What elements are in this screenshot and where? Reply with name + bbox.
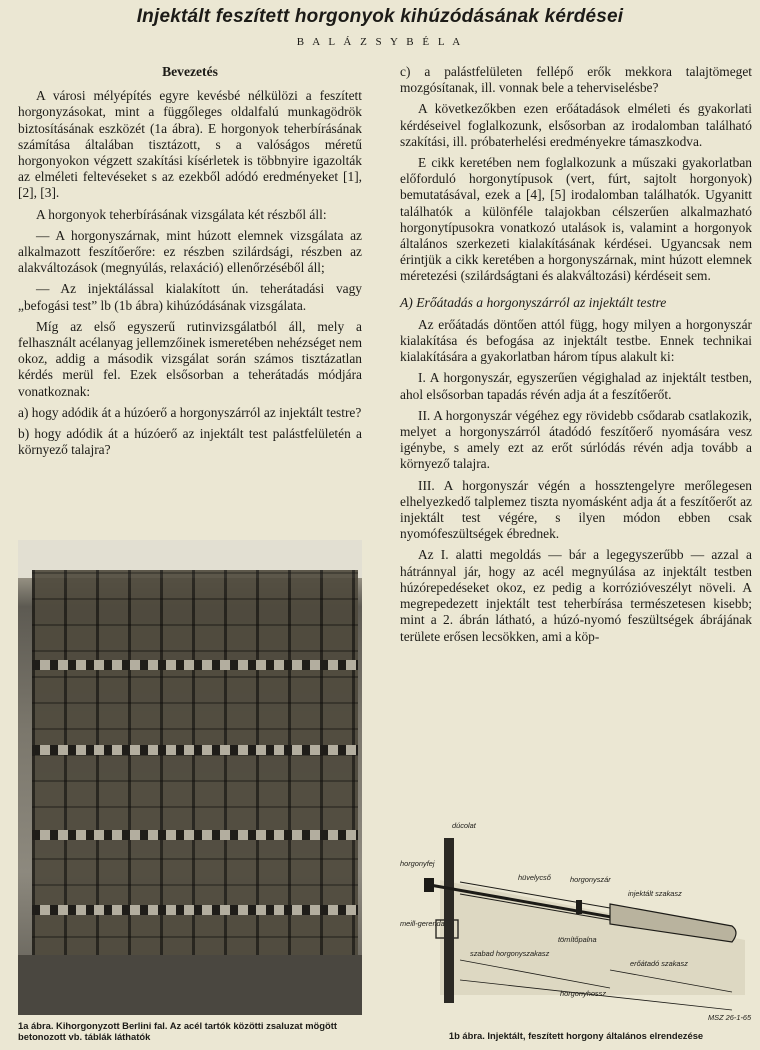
paragraph: E cikk keretében nem foglalkozunk a műszaki gyakorlatban előforduló horgonytípusok (vert, fúrt, sajtolt horgonyok) bemutatásával, ezek a [4], [5] irodalomban találhatók. Ugyanitt találhatók a különféle talajokban célszerűen alkalmazható horgonytípusokra vonatkozó utalások is, valamint a horgonyok általános szerkezeti kialakításának kérdései. Ugyancsak nem érintjük a cikk keretében a horgonyszárnak, mint húzott elemnek méretezési (szilárdságtani és alakváltozási) kérdéseit sem.	[400, 155, 752, 284]
paragraph: A horgonyok teherbírásának vizsgálata két részből áll:	[36, 206, 327, 222]
label-ducolat: dúcolat	[452, 821, 476, 830]
photo-anchor-row	[32, 830, 358, 840]
label-horgonyhossz: horgonyhossz	[560, 989, 607, 998]
label-horgonyfej: horgonyfej	[400, 859, 435, 868]
paragraph: — A horgonyszárnak, mint húzott elemnek vizsgálata az alkalmazott feszítőerőre: ez részben szilárdsági, részben az alakváltozások (megnyúlás, relaxáció) ellenőrzéséből áll;	[18, 227, 362, 276]
paragraph: I. A horgonyszár, egyszerűen végighalad az injektált testben, ahol elsősorban tapadás révén adja át a feszítőerőt.	[400, 370, 752, 402]
section-heading-bevezetes: Bevezetés	[162, 64, 218, 79]
figure-1a-caption: 1a ábra. Kihorgonyzott Berlini fal. Az acél tartók közötti zsaluzat mögött betonozott vb. táblák láthatók	[18, 1020, 337, 1042]
paragraph: Míg az első egyszerű rutinvizsgálatból áll, mely a felhasznált acélanyag jellemzőinek ismeretében nehézséget nem okoz, addig a második vizsgálat során számos tisztázatlan kérdés merül fel. Ezek elsősorban a teherátadás módjára vonatkoznak:	[18, 318, 362, 399]
section-heading-a: A) Erőátadás a horgonyszárról az injektált testre	[400, 294, 667, 310]
label-meill-gerenda: meill-gerenda	[400, 919, 445, 928]
seal-shape	[576, 900, 582, 914]
anchor-head-shape	[424, 878, 434, 892]
label-szabad: szabad horgonyszakasz	[470, 949, 550, 958]
paragraph-item-c: c) a palástfelületen fellépő erők mekkora talajtömeget mozgósítanak, ill. vonnak bele a teherviselésbe?	[400, 64, 752, 96]
paper-title: Injektált feszített horgonyok kihúzódásának kérdései	[136, 6, 624, 27]
paragraph: — Az injektálással kialakított ún. teherátadási vagy „befogási test” lb (1b ábra) kihúzódásának vizsgálata.	[18, 281, 362, 313]
label-injektalt-szakasz: injektált szakasz	[628, 889, 682, 898]
photo-anchored-wall	[32, 570, 358, 990]
label-eroatado: erőátadó szakasz	[630, 959, 688, 968]
label-horgonyszar: horgonyszár	[570, 875, 611, 884]
paragraph-item-b: b) hogy adódik át a húzóerő az injektált test palástfelületén a környező talajra?	[18, 426, 362, 458]
paragraph: II. A horgonyszár végéhez egy rövidebb csődarab csatlakozik, melyet a horgonyszárról átadódó feszítőerő nyomására vesz igénybe, s amely ezt az erőt súrlódás révén adja tovább a környező talajra.	[400, 407, 752, 472]
label-tomitopalna: tömítőpalna	[558, 935, 597, 944]
figure-1a-photo	[18, 540, 362, 1015]
paragraph-item-a: a) hogy adódik át a húzóerő a horgonyszárról az injektált testre?	[18, 404, 362, 420]
author-name: B A L Á Z S Y B É L A	[296, 36, 464, 48]
figure-1b-caption: 1b ábra. Injektált, feszített horgony általános elrendezése	[448, 1030, 704, 1041]
label-code: MSZ 26-1-65	[708, 1013, 752, 1022]
photo-anchor-row	[32, 905, 358, 915]
right-column	[400, 64, 752, 650]
photo-anchor-row	[32, 660, 358, 670]
photo-anchor-row	[32, 745, 358, 755]
paragraph: Az I. alatti megoldás — bár a legegyszerűbb — azzal a hátránnyal jár, hogy az acél megnyúlása az injektált testben húzórepedéseket okoz, ez pedig a korrózióveszélyt növeli. A megrepedezett injektált test teherbírása természetesen kisebb; mint a 2. ábrán látható, a húzó-nyomó feszültségek ábrájának területe erősen lecsökken, ami a köp-	[400, 547, 752, 644]
label-huvelycso: hüvelycső	[518, 873, 551, 882]
figure-1b-diagram	[400, 820, 752, 1025]
paragraph: III. A horgonyszár végén a hossztengelyre merőlegesen elhelyezkedő talplemez tiszta nyomásként adja át a feszítőerőt az injektált test végére, s ilyen módon ebben csak nyomófeszültségek ébrednek.	[400, 477, 752, 542]
photo-ground	[18, 955, 362, 1015]
paragraph: A városi mélyépítés egyre kevésbé nélkülözi a feszített horgonyzásokat, mint a függőleges oldalfalú munkagödrök biztosításának eszközét (1a ábra). E horgonyok teherbírásának számítása általában tisztázott, s a valóságos méretű horgonyokon végzett szakítási kísérletek is többnyire igazolták az elméleti feltevéseket s az ezekből adódó eredményeket [1], [2], [3].	[18, 88, 362, 201]
left-column	[18, 64, 362, 463]
paragraph: A következőkben ezen erőátadások elméleti és gyakorlati kérdéseivel foglalkozunk, elsősorban az irodalomban található szakítási, ill. próbaterhelési eredményekre támaszkodva.	[400, 101, 752, 149]
paragraph: Az erőátadás döntően attól függ, hogy milyen a horgonyszár kialakítása és befogása az injektált testbe. Ennek technikai kialakítására a gyakorlatban három típus alakult ki:	[400, 316, 752, 365]
